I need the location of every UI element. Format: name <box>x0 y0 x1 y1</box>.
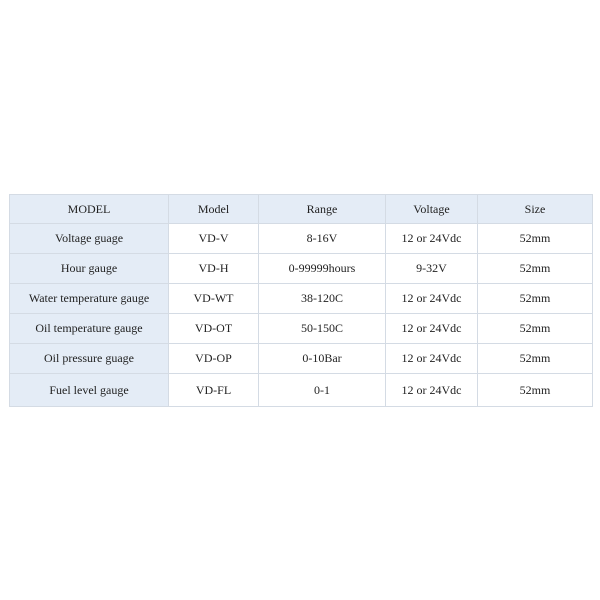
cell-size: 52mm <box>478 314 593 344</box>
table-body <box>10 224 593 407</box>
cell-voltage: 12 or 24Vdc <box>386 344 478 374</box>
cell-range: 8-16V <box>259 224 386 254</box>
cell-size: 52mm <box>478 224 593 254</box>
header-size: Size <box>478 195 593 224</box>
table-row <box>10 254 593 284</box>
header-row <box>10 195 593 224</box>
cell-model-name: Oil pressure guage <box>10 344 169 374</box>
cell-size: 52mm <box>478 374 593 407</box>
table-header <box>10 195 593 224</box>
cell-range: 0-99999hours <box>259 254 386 284</box>
cell-size: 52mm <box>478 254 593 284</box>
cell-voltage: 12 or 24Vdc <box>386 284 478 314</box>
cell-model-name: Oil temperature gauge <box>10 314 169 344</box>
cell-voltage: 12 or 24Vdc <box>386 374 478 407</box>
header-voltage: Voltage <box>386 195 478 224</box>
cell-voltage: 12 or 24Vdc <box>386 224 478 254</box>
header-range: Range <box>259 195 386 224</box>
cell-range: 0-10Bar <box>259 344 386 374</box>
cell-voltage: 9-32V <box>386 254 478 284</box>
header-model-code: Model <box>169 195 259 224</box>
cell-model-name: Voltage guage <box>10 224 169 254</box>
table-row <box>10 224 593 254</box>
cell-model-code: VD-FL <box>169 374 259 407</box>
header-model-name: MODEL <box>10 195 169 224</box>
cell-model-name: Fuel level gauge <box>10 374 169 407</box>
cell-size: 52mm <box>478 344 593 374</box>
table-row <box>10 284 593 314</box>
cell-model-code: VD-OT <box>169 314 259 344</box>
table-row <box>10 344 593 374</box>
cell-model-code: VD-H <box>169 254 259 284</box>
table-row <box>10 374 593 407</box>
cell-model-name: Hour gauge <box>10 254 169 284</box>
cell-model-code: VD-OP <box>169 344 259 374</box>
cell-range: 0-1 <box>259 374 386 407</box>
cell-size: 52mm <box>478 284 593 314</box>
cell-range: 38-120C <box>259 284 386 314</box>
gauge-spec-table <box>9 194 593 407</box>
cell-model-code: VD-V <box>169 224 259 254</box>
cell-model-code: VD-WT <box>169 284 259 314</box>
cell-voltage: 12 or 24Vdc <box>386 314 478 344</box>
cell-range: 50-150C <box>259 314 386 344</box>
table-row <box>10 314 593 344</box>
cell-model-name: Water temperature gauge <box>10 284 169 314</box>
